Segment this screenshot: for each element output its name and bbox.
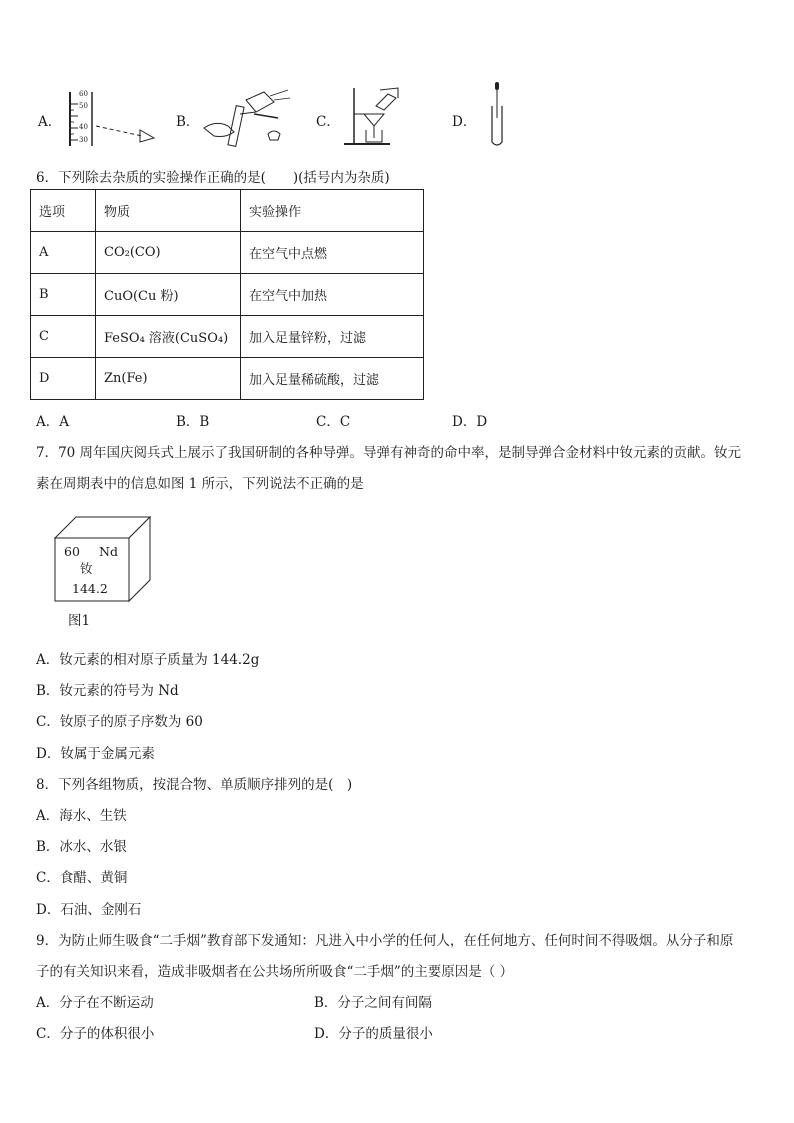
q6-choice-c: C．C (316, 414, 351, 430)
row-operation: 在空气中加热 (241, 274, 424, 316)
q8-option-d: D．石油、金刚石 (36, 902, 142, 918)
q5-option-b-label: B． (176, 114, 200, 130)
q9-option-b: B．分子之间有间隔 (314, 995, 432, 1011)
row-operation: 加入足量锌粉，过滤 (241, 316, 424, 358)
q7-option-d: D．钕属于金属元素 (36, 746, 155, 762)
q8-option-b: B．冰水、水银 (36, 839, 127, 855)
figure-caption: 图1 (68, 613, 91, 629)
cylinder-tick-30: 30 (79, 136, 88, 144)
q9-option-a: A．分子在不断运动 (36, 995, 154, 1011)
table-row (31, 358, 424, 400)
q8-stem: 8．下列各组物质，按混合物、单质顺序排列的是( ) (36, 777, 353, 793)
row-substance: CuO(Cu 粉) (96, 274, 241, 316)
q6-choice-a: A．A (36, 414, 69, 430)
q6-choice-d: D．D (452, 414, 488, 430)
q7-stem-line1: 7．70 周年国庆阅兵式上展示了我国研制的各种导弹。导弹有神奇的命中率，是制导弹合金材料中钕元素的贡献。钕元 (36, 445, 742, 461)
element-symbol: Nd (99, 544, 118, 559)
q9-option-c: C．分子的体积很小 (36, 1026, 155, 1042)
filtration-stand-icon (340, 84, 410, 150)
q5-options-row (36, 84, 756, 154)
table-header-row (31, 190, 424, 232)
q5-option-d-label: D． (452, 114, 477, 130)
header-substance: 物质 (96, 190, 241, 232)
table-row (31, 232, 424, 274)
graduated-cylinder-icon (64, 84, 160, 150)
row-substance: Zn(Fe) (96, 358, 241, 400)
q7-option-a: A．钕元素的相对原子质量为 144.2g (36, 652, 260, 668)
row-option: B (31, 274, 96, 316)
row-option: A (31, 232, 96, 274)
cylinder-tick-60: 60 (79, 90, 88, 98)
element-cell-figure (54, 516, 154, 610)
q6-table (30, 189, 424, 400)
row-option: D (31, 358, 96, 400)
q7-option-c: C．钕原子的原子序数为 60 (36, 714, 203, 730)
row-substance: CO₂(CO) (96, 232, 241, 274)
q9-stem-line2: 子的有关知识来看，造成非吸烟者在公共场所所吸食“二手烟”的主要原因是（ ） (36, 964, 514, 980)
cylinder-tick-50: 50 (79, 102, 88, 110)
q7-option-b: B．钕元素的符号为 Nd (36, 683, 179, 699)
element-cube-icon (54, 516, 154, 606)
element-mass: 144.2 (72, 581, 108, 596)
q6-choice-b: B．B (176, 414, 210, 430)
pouring-bottle-icon (198, 84, 298, 150)
header-operation: 实验操作 (241, 190, 424, 232)
test-tube-dropper-icon (486, 80, 510, 150)
q8-option-c: C．食醋、黄铜 (36, 870, 128, 886)
q7-stem-line2: 素在周期表中的信息如图 1 所示，下列说法不正确的是 (36, 476, 364, 492)
table-row (31, 274, 424, 316)
q9-option-d: D．分子的质量很小 (314, 1026, 433, 1042)
row-option: C (31, 316, 96, 358)
q8-option-a: A．海水、生铁 (36, 808, 127, 824)
q5-option-a-label: A． (38, 114, 62, 130)
element-number: 60 (64, 544, 80, 559)
element-name: 钕 (80, 561, 93, 576)
row-substance: FeSO₄ 溶液(CuSO₄) (96, 316, 241, 358)
q5-option-c-label: C． (316, 114, 340, 130)
header-option: 选项 (31, 190, 96, 232)
table-row (31, 316, 424, 358)
cylinder-tick-40: 40 (79, 123, 88, 131)
q6-stem: 6．下列除去杂质的实验操作正确的是( )(括号内为杂质) (36, 170, 390, 186)
q9-stem-line1: 9．为防止师生吸食“二手烟”教育部下发通知：凡进入中小学的任何人，在任何地方、任何时间不得吸烟。从分子和原 (36, 933, 734, 949)
row-operation: 加入足量稀硫酸，过滤 (241, 358, 424, 400)
row-operation: 在空气中点燃 (241, 232, 424, 274)
